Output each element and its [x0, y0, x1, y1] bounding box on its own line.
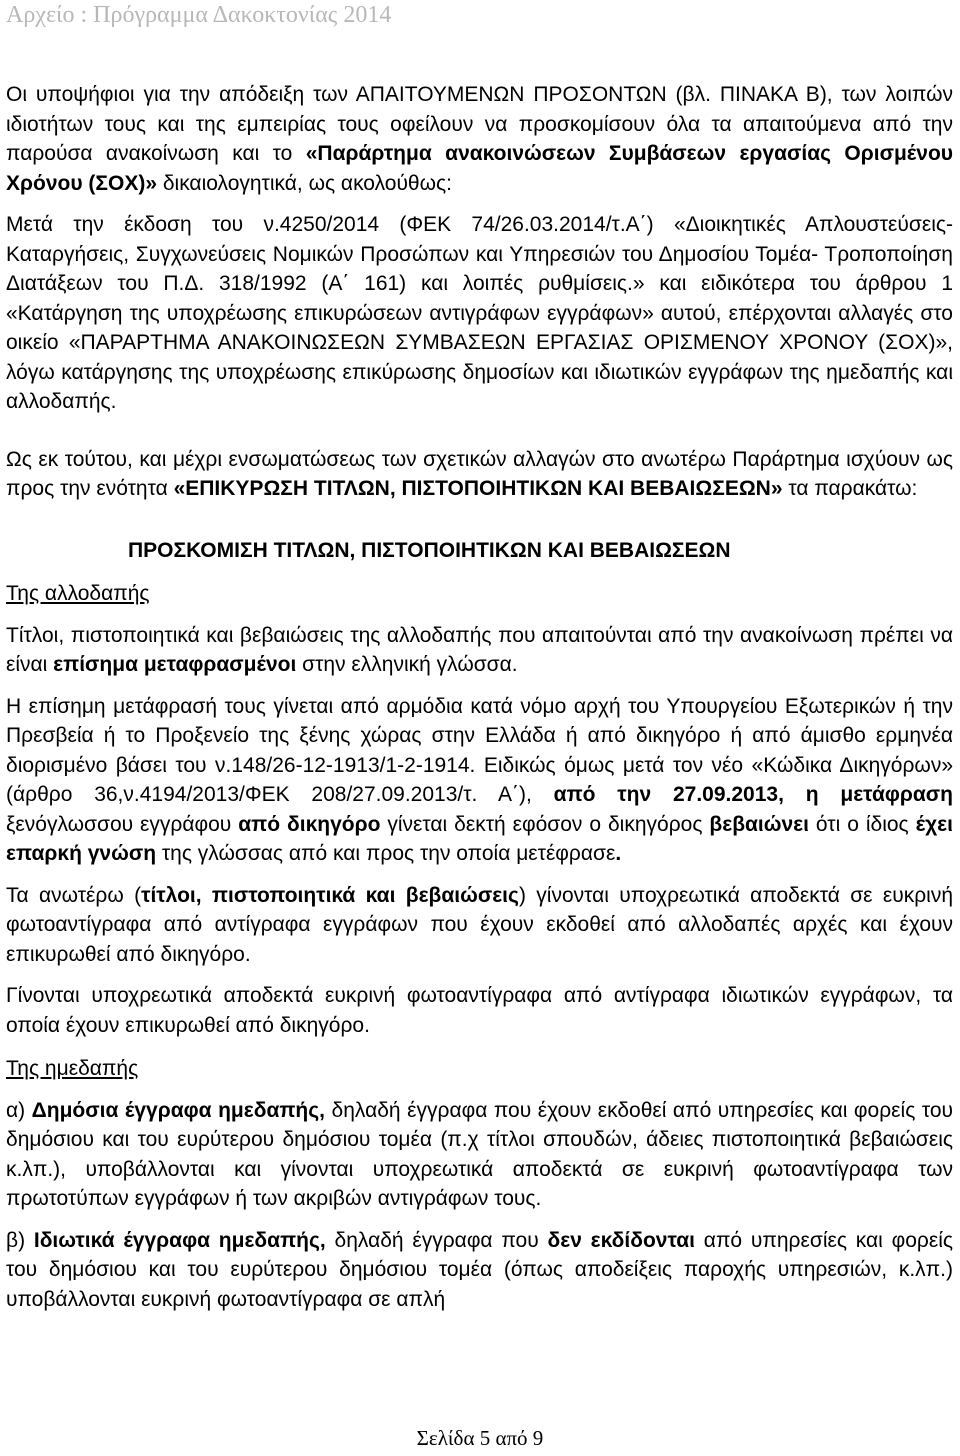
text-run: Γίνονται υποχρεωτικά αποδεκτά ευκρινή φωτοαντίγραφα από αντίγραφα ιδιωτικών εγγράφων, τα οποία έχουν επικυρωθεί από δικηγόρο. — [6, 984, 953, 1037]
subheading-domestic: Της ημεδαπής — [6, 1057, 139, 1080]
paragraph-private-copies — [6, 981, 953, 1040]
text-run: Μετά την έκδοση του ν.4250/2014 (ΦΕΚ 74/26.03.2014/τ.Α΄) «Διοικητικές Απλουστεύσεις-Καταργήσεις, Συγχωνεύσεις Νομικών Προσώπων και Υπηρεσιών του Δημοσίου Τομέα- Τροποποίηση Διατάξεων του Π.Δ. 318/1992 (Α΄ 161) και λοιπές ρυθμίσεις.» και ειδικότερα του άρθρου 1 «Κατάργηση της υποχρέωσης επικυρώσεων αντιγράφων εγγράφων» αυτού, επέρχονται αλλαγές στο οικείο «ΠΑΡΑΡΤΗΜΑ ΑΝΑΚΟΙΝΩΣΕΩΝ ΣΥΜΒΑΣΕΩΝ ΕΡΓΑΣΙΑΣ ΟΡΙΣΜΕΝΟΥ ΧΡΟΝΟΥ (ΣΟΧ)», λόγω κατάργησης της υποχρέωσης επικύρωσης δημοσίων και ιδιωτικών εγγράφων της ημεδαπής και αλλοδαπής. — [6, 213, 953, 413]
bold-text-run: «Παράρτημα ανακοινώσεων Συμβάσεων εργασίας Ορισμένου Χρόνου (ΣΟΧ)» — [6, 142, 953, 195]
text-run: α) — [6, 1098, 32, 1122]
paragraph-public-documents — [6, 1096, 953, 1214]
text-run: Τίτλοι, πιστοποιητικά και βεβαιώσεις της αλλοδαπής που απαιτούνται από την ανακοίνωση πρέπει να είναι — [6, 623, 953, 676]
text-run: τα παρακάτω: — [782, 477, 918, 500]
text-run: γίνεται δεκτή εφόσον ο δικηγόρος — [380, 812, 710, 836]
watermark-header: Αρχείο : Πρόγραμμα Δακοκτονίας 2014 — [6, 2, 392, 28]
paragraph-intro — [6, 80, 953, 198]
text-run: δικαιολογητικά, ως ακολούθως: — [157, 171, 452, 195]
text-run: ότι ο ίδιος — [808, 812, 916, 836]
paragraph-scope — [6, 445, 953, 504]
bold-text-run: από δικηγόρο — [238, 812, 381, 836]
text-run: Οι υποψήφιοι για την απόδειξη των ΑΠΑΙΤΟΥΜΕΝΩΝ ΠΡΟΣΟΝΤΩΝ (βλ. ΠΙΝΑΚΑ Β), των λοιπών ιδιοτήτων τους και της εμπειρίας τους οφείλουν να προσκομίσουν όλα τα απαιτούμενα από την παρούσα ανακοίνωση και το — [6, 83, 953, 165]
text-run: δηλαδή έγγραφα που — [325, 1228, 548, 1252]
bold-text-run: βεβαιώνει — [709, 812, 809, 836]
text-run: της γλώσσας από και προς την οποία μετέφρασε — [156, 842, 616, 865]
bold-text-run: επίσημα μεταφρασμένοι — [53, 653, 297, 676]
document-body — [6, 80, 953, 1326]
bold-text-run: έχει επαρκή γνώση — [6, 812, 953, 865]
section-heading: ΠΡΟΣΚΟΜΙΣΗ ΤΙΤΛΩΝ, ΠΙΣΤΟΠΟΙΗΤΙΚΩΝ ΚΑΙ ΒΕΒΑΙΩΣΕΩΝ — [128, 538, 731, 562]
paragraph-law-change — [6, 210, 953, 417]
text-run: Ως εκ τούτου, και μέχρι ενσωματώσεως των σχετικών αλλαγών στο ανωτέρω Παράρτημα ισχύουν ως προς την ενότητα — [6, 447, 953, 500]
bold-text-run: τίτλοι, πιστοποιητικά και βεβαιώσεις — [141, 883, 519, 907]
paragraph-copies-foreign — [6, 881, 953, 970]
text-run: ) γίνονται υποχρεωτικά αποδεκτά σε ευκρινή φωτοαντίγραφα από αντίγραφα εγγράφων που έχουν εκδοθεί από αλλοδαπές αρχές και έχουν επικυρωθεί από δικηγόρο. — [6, 883, 954, 966]
text-run: Η επίσημη μετάφρασή τους γίνεται από αρμόδια κατά νόμο αρχή του Υπουργείου Εξωτερικών ή την Πρεσβεία ή το Προξενείο της ξένης χώρας στην Ελλάδα ή από δικηγόρο ή από άμισθο ερμηνέα διορισμένο βάσει του ν.148/26-12-1913/1-2-1914. Ειδικώς όμως μετά τον νέο «Κώδικα Δικηγόρων» (άρθρο 36,ν.4194/2013/ΦΕΚ 208/27.09.2013/τ. Α΄), — [6, 694, 953, 806]
text-run: Τα ανωτέρω ( — [6, 883, 142, 907]
bold-text-run: . — [615, 842, 622, 865]
text-run: ξενόγλωσσου εγγράφου — [6, 812, 239, 836]
bold-text-run: Δημόσια έγγραφα ημεδαπής, — [31, 1098, 326, 1122]
bold-text-run: δεν εκδίδονται — [547, 1228, 696, 1252]
text-run: στην ελληνική γλώσσα. — [296, 653, 518, 676]
page-number: Σελίδα 5 από 9 — [416, 1426, 544, 1450]
subheading-foreign: Της αλλοδαπής — [6, 582, 150, 605]
text-run: δηλαδή έγγραφα που έχουν εκδοθεί από υπηρεσίες και φορείς του δημόσιου και του ευρύτερου δημόσιου τομέα (π.χ τίτλοι σπουδών, άδειες πιστοποιητικά βεβαιώσεις κ.λπ.), υποβάλλονται και γίνονται υποχρεωτικά αποδεκτά σε ευκρινή φωτοαντίγραφα των πρωτοτύπων εγγράφων ή των ακριβών αντιγράφων τους. — [6, 1098, 953, 1210]
paragraph-foreign-translation — [6, 621, 953, 680]
paragraph-official-translation — [6, 692, 953, 869]
bold-text-run: Ιδιωτικά έγγραφα ημεδαπής, — [33, 1228, 326, 1252]
paragraph-private-documents — [6, 1226, 953, 1315]
bold-text-run: από την 27.09.2013, η μετάφραση — [553, 783, 953, 806]
text-run: από υπηρεσίες και φορείς του δημόσιου και του ευρύτερου δημόσιου τομέα (όπως αποδείξεις παροχής υπηρεσιών, κ.λπ.) υποβάλλονται ευκρινή φωτοαντίγραφα σε απλή — [6, 1228, 953, 1311]
bold-text-run: «ΕΠΙΚΥΡΩΣΗ ΤΙΤΛΩΝ, ΠΙΣΤΟΠΟΙΗΤΙΚΩΝ ΚΑΙ ΒΕΒΑΙΩΣΕΩΝ» — [173, 477, 783, 500]
text-run: β) — [6, 1228, 34, 1252]
